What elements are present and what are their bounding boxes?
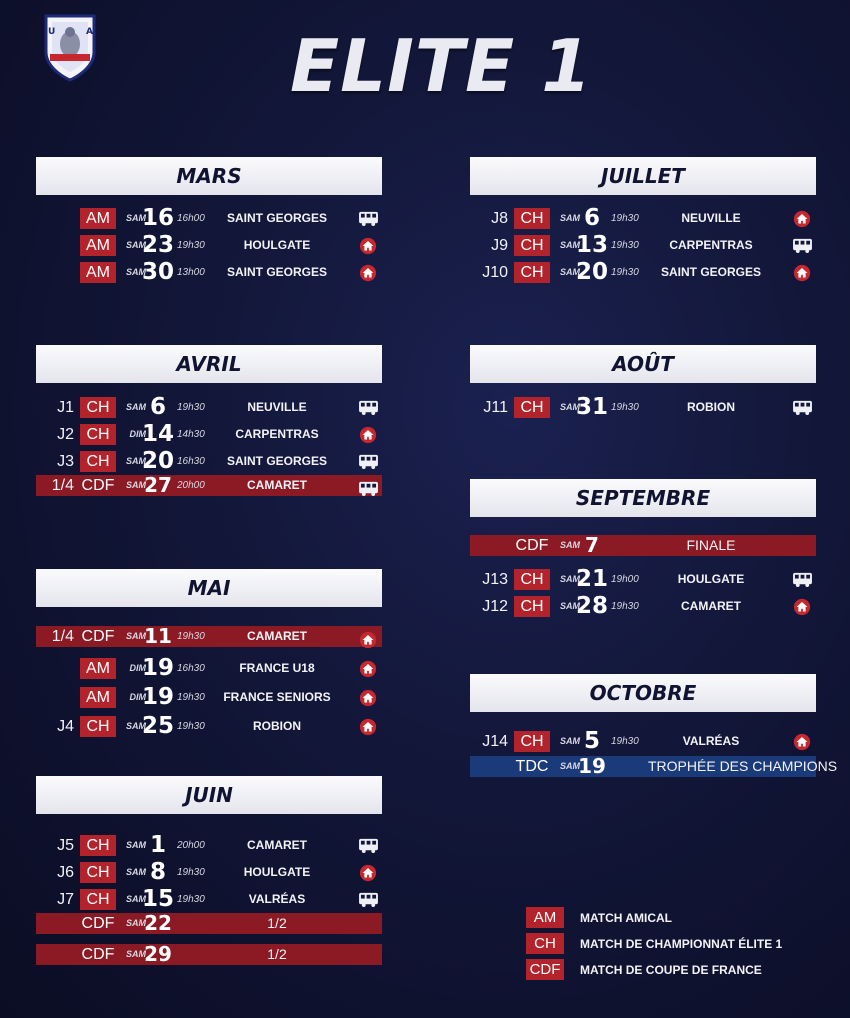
match-row <box>36 886 382 913</box>
home-icon <box>792 598 812 615</box>
match-round: 1/4 <box>51 477 74 494</box>
match-date: 6 <box>583 205 600 231</box>
page-title: ELITE 1 <box>290 24 593 108</box>
legend-label: MATCH AMICAL <box>580 911 672 925</box>
match-date: 22 <box>144 911 172 935</box>
match-day: SAM <box>560 213 580 223</box>
match-date: 19 <box>141 655 174 681</box>
match-opponent: SAINT GEORGES <box>226 454 327 468</box>
match-day: SAM <box>126 213 146 223</box>
match-day: SAM <box>560 240 580 250</box>
match-round: J14 <box>482 733 508 750</box>
match-time: 14h30 <box>177 429 205 440</box>
match-type-badge: CH <box>514 235 550 256</box>
match-type-badge: CDF <box>81 477 115 494</box>
match-opponent: SAINT GEORGES <box>660 265 761 279</box>
match-type-badge: CDF <box>81 628 115 645</box>
match-day: SAM <box>126 631 146 641</box>
match-time: 19h30 <box>177 240 205 251</box>
match-round: J1 <box>57 399 74 416</box>
match-type-badge: CDF <box>515 537 549 554</box>
match-type-badge: CH <box>80 889 116 910</box>
match-day: SAM <box>560 540 580 550</box>
match-date: 23 <box>141 232 174 258</box>
match-round: J13 <box>482 571 508 588</box>
match-row <box>36 859 382 886</box>
match-opponent: FINALE <box>686 537 736 553</box>
match-date: 25 <box>141 713 174 739</box>
match-opponent: 1/2 <box>267 915 287 931</box>
match-row <box>470 593 816 620</box>
match-round: J3 <box>57 453 74 470</box>
match-time: 19h30 <box>177 402 205 413</box>
match-type-badge: CH <box>514 569 550 590</box>
match-type-badge: CH <box>80 451 116 472</box>
match-row <box>36 713 382 740</box>
match-date: 7 <box>585 533 599 557</box>
match-date: 20 <box>575 259 608 285</box>
bus-icon <box>358 399 378 416</box>
match-time: 19h30 <box>611 402 639 413</box>
match-type-badge: CH <box>514 596 550 617</box>
month-block <box>36 569 382 739</box>
match-opponent: HOULGATE <box>243 865 311 879</box>
month-header: AVRIL <box>36 345 382 383</box>
month-block <box>36 345 382 497</box>
match-opponent: CAMARET <box>681 599 741 613</box>
match-type-badge: CH <box>80 835 116 856</box>
match-day: SAM <box>560 574 580 584</box>
match-type-badge: CH <box>80 424 116 445</box>
match-day: SAM <box>126 456 146 466</box>
match-row <box>470 728 816 755</box>
bus-icon <box>792 237 812 254</box>
svg-text:U: U <box>48 27 56 37</box>
match-round: J8 <box>491 210 508 227</box>
match-date: 29 <box>144 942 172 966</box>
legend-label: MATCH DE COUPE DE FRANCE <box>580 963 762 977</box>
match-type-badge: TDC <box>515 758 549 775</box>
match-round: J4 <box>57 718 74 735</box>
match-date: 19 <box>141 684 174 710</box>
match-round: 1/4 <box>51 628 74 645</box>
match-time: 19h30 <box>611 240 639 251</box>
match-time: 20h00 <box>177 840 205 851</box>
match-type-badge: AM <box>80 208 116 229</box>
match-round: J10 <box>482 264 508 281</box>
match-date: 30 <box>141 259 174 285</box>
home-icon <box>358 631 378 648</box>
match-row <box>36 944 382 965</box>
match-opponent: FRANCE SENIORS <box>223 690 331 704</box>
month-header: MARS <box>36 157 382 195</box>
match-day: SAM <box>560 601 580 611</box>
match-type-badge: AM <box>80 235 116 256</box>
match-row <box>470 394 816 421</box>
match-row <box>36 475 382 496</box>
match-opponent: NEUVILLE <box>247 400 307 414</box>
match-opponent: HOULGATE <box>677 572 745 586</box>
match-row <box>36 232 382 259</box>
match-day: SAM <box>126 918 146 928</box>
match-date: 28 <box>575 593 608 619</box>
match-row <box>36 626 382 647</box>
svg-text:A: A <box>86 27 93 37</box>
match-type-badge: AM <box>80 658 116 679</box>
match-opponent: CARPENTRAS <box>235 427 319 441</box>
match-day: SAM <box>560 761 580 771</box>
home-icon <box>358 237 378 254</box>
match-day: DIM <box>129 429 146 439</box>
month-header: JUIN <box>36 776 382 814</box>
match-day: SAM <box>560 267 580 277</box>
match-day: SAM <box>560 736 580 746</box>
match-opponent: TROPHÉE DES CHAMPIONS <box>648 758 838 774</box>
month-block <box>36 776 382 966</box>
match-time: 19h30 <box>177 867 205 878</box>
match-time: 13h00 <box>177 267 205 278</box>
match-row <box>36 655 382 682</box>
home-icon <box>358 864 378 881</box>
match-type-badge: CH <box>514 262 550 283</box>
match-time: 20h00 <box>177 480 205 491</box>
month-header: MAI <box>36 569 382 607</box>
bus-icon <box>358 891 378 908</box>
match-time: 16h00 <box>177 213 205 224</box>
match-row <box>36 448 382 475</box>
match-type-badge: CH <box>80 716 116 737</box>
match-row <box>470 259 816 286</box>
match-opponent: CARPENTRAS <box>669 238 753 252</box>
legend-row-ch <box>526 931 826 957</box>
match-type-badge: CDF <box>81 915 115 932</box>
match-type-badge: CH <box>514 397 550 418</box>
match-date: 1 <box>149 832 166 858</box>
match-row <box>470 205 816 232</box>
bus-icon <box>792 399 812 416</box>
month-header: OCTOBRE <box>470 674 816 712</box>
match-round: J5 <box>57 837 74 854</box>
match-row <box>36 259 382 286</box>
match-date: 20 <box>141 448 174 474</box>
month-header: AOÛT <box>470 345 816 383</box>
match-row <box>36 421 382 448</box>
match-time: 19h30 <box>611 267 639 278</box>
match-round: J11 <box>483 399 508 416</box>
legend-code: CH <box>526 933 564 954</box>
match-round: J6 <box>57 864 74 881</box>
match-row <box>36 684 382 711</box>
home-icon <box>358 660 378 677</box>
month-block <box>470 674 838 778</box>
match-date: 6 <box>149 394 166 420</box>
home-icon <box>792 733 812 750</box>
home-icon <box>358 426 378 443</box>
match-time: 19h30 <box>611 213 639 224</box>
match-date: 5 <box>583 728 600 754</box>
home-icon <box>358 689 378 706</box>
match-day: SAM <box>126 480 146 490</box>
match-day: SAM <box>126 721 146 731</box>
match-row <box>36 913 382 934</box>
match-round: J7 <box>57 891 74 908</box>
home-icon <box>358 718 378 735</box>
match-date: 19 <box>578 754 606 778</box>
match-round: J12 <box>482 598 508 615</box>
match-type-badge: CH <box>80 862 116 883</box>
match-day: SAM <box>560 402 580 412</box>
month-block <box>470 345 816 420</box>
legend <box>526 905 826 983</box>
match-date: 13 <box>575 232 608 258</box>
bus-icon <box>358 480 378 497</box>
month-block <box>470 479 816 619</box>
match-row <box>470 535 816 556</box>
match-opponent: CAMARET <box>247 478 307 492</box>
match-date: 21 <box>575 566 608 592</box>
match-date: 16 <box>141 205 174 231</box>
match-round: J9 <box>491 237 508 254</box>
match-time: 19h30 <box>177 721 205 732</box>
match-opponent: HOULGATE <box>243 238 311 252</box>
match-type-badge: CH <box>514 731 550 752</box>
match-opponent: SAINT GEORGES <box>226 211 327 225</box>
match-opponent: CAMARET <box>247 629 307 643</box>
home-icon <box>792 210 812 227</box>
match-time: 19h30 <box>177 692 205 703</box>
match-day: SAM <box>126 840 146 850</box>
match-type-badge: CDF <box>81 946 115 963</box>
month-block <box>470 157 816 285</box>
match-opponent: VALRÉAS <box>248 892 306 906</box>
match-day: DIM <box>129 692 146 702</box>
match-date: 31 <box>575 394 608 420</box>
month-header: JUILLET <box>470 157 816 195</box>
match-row <box>36 832 382 859</box>
match-row <box>470 566 816 593</box>
match-type-badge: CH <box>514 208 550 229</box>
match-date: 15 <box>141 886 174 912</box>
match-opponent: 1/2 <box>267 946 287 962</box>
bus-icon <box>792 571 812 588</box>
match-date: 11 <box>144 624 172 648</box>
match-date: 14 <box>141 421 174 447</box>
match-time: 16h30 <box>177 663 205 674</box>
match-time: 19h30 <box>611 736 639 747</box>
match-opponent: CAMARET <box>247 838 307 852</box>
match-day: SAM <box>126 240 146 250</box>
match-type-badge: AM <box>80 687 116 708</box>
match-opponent: FRANCE U18 <box>239 661 315 675</box>
match-date: 27 <box>144 473 172 497</box>
month-block <box>36 157 382 285</box>
match-row <box>470 754 838 778</box>
home-icon <box>358 264 378 281</box>
match-row <box>470 232 816 259</box>
match-opponent: NEUVILLE <box>681 211 741 225</box>
match-opponent: SAINT GEORGES <box>226 265 327 279</box>
match-time: 19h30 <box>177 631 205 642</box>
match-opponent: VALRÉAS <box>682 734 740 748</box>
legend-code: CDF <box>526 959 564 980</box>
match-row <box>36 205 382 232</box>
match-day: SAM <box>126 267 146 277</box>
match-type-badge: AM <box>80 262 116 283</box>
match-date: 8 <box>149 859 166 885</box>
match-round: J2 <box>57 426 74 443</box>
match-time: 19h00 <box>611 574 639 585</box>
bus-icon <box>358 837 378 854</box>
match-opponent: ROBION <box>253 719 301 733</box>
match-time: 19h30 <box>611 601 639 612</box>
home-icon <box>792 264 812 281</box>
legend-row-am <box>526 905 826 931</box>
match-day: DIM <box>129 663 146 673</box>
bus-icon <box>358 210 378 227</box>
legend-row-cdf <box>526 957 826 983</box>
match-day: SAM <box>126 402 146 412</box>
bus-icon <box>358 453 378 470</box>
match-day: SAM <box>126 894 146 904</box>
legend-label: MATCH DE CHAMPIONNAT ÉLITE 1 <box>580 937 783 951</box>
match-row <box>36 394 382 421</box>
match-day: SAM <box>126 867 146 877</box>
match-type-badge: CH <box>80 397 116 418</box>
match-time: 16h30 <box>177 456 205 467</box>
month-header: SEPTEMBRE <box>470 479 816 517</box>
match-time: 19h30 <box>177 894 205 905</box>
match-day: SAM <box>126 949 146 959</box>
club-logo <box>42 12 98 84</box>
match-opponent: ROBION <box>687 400 735 414</box>
legend-code: AM <box>526 907 564 928</box>
